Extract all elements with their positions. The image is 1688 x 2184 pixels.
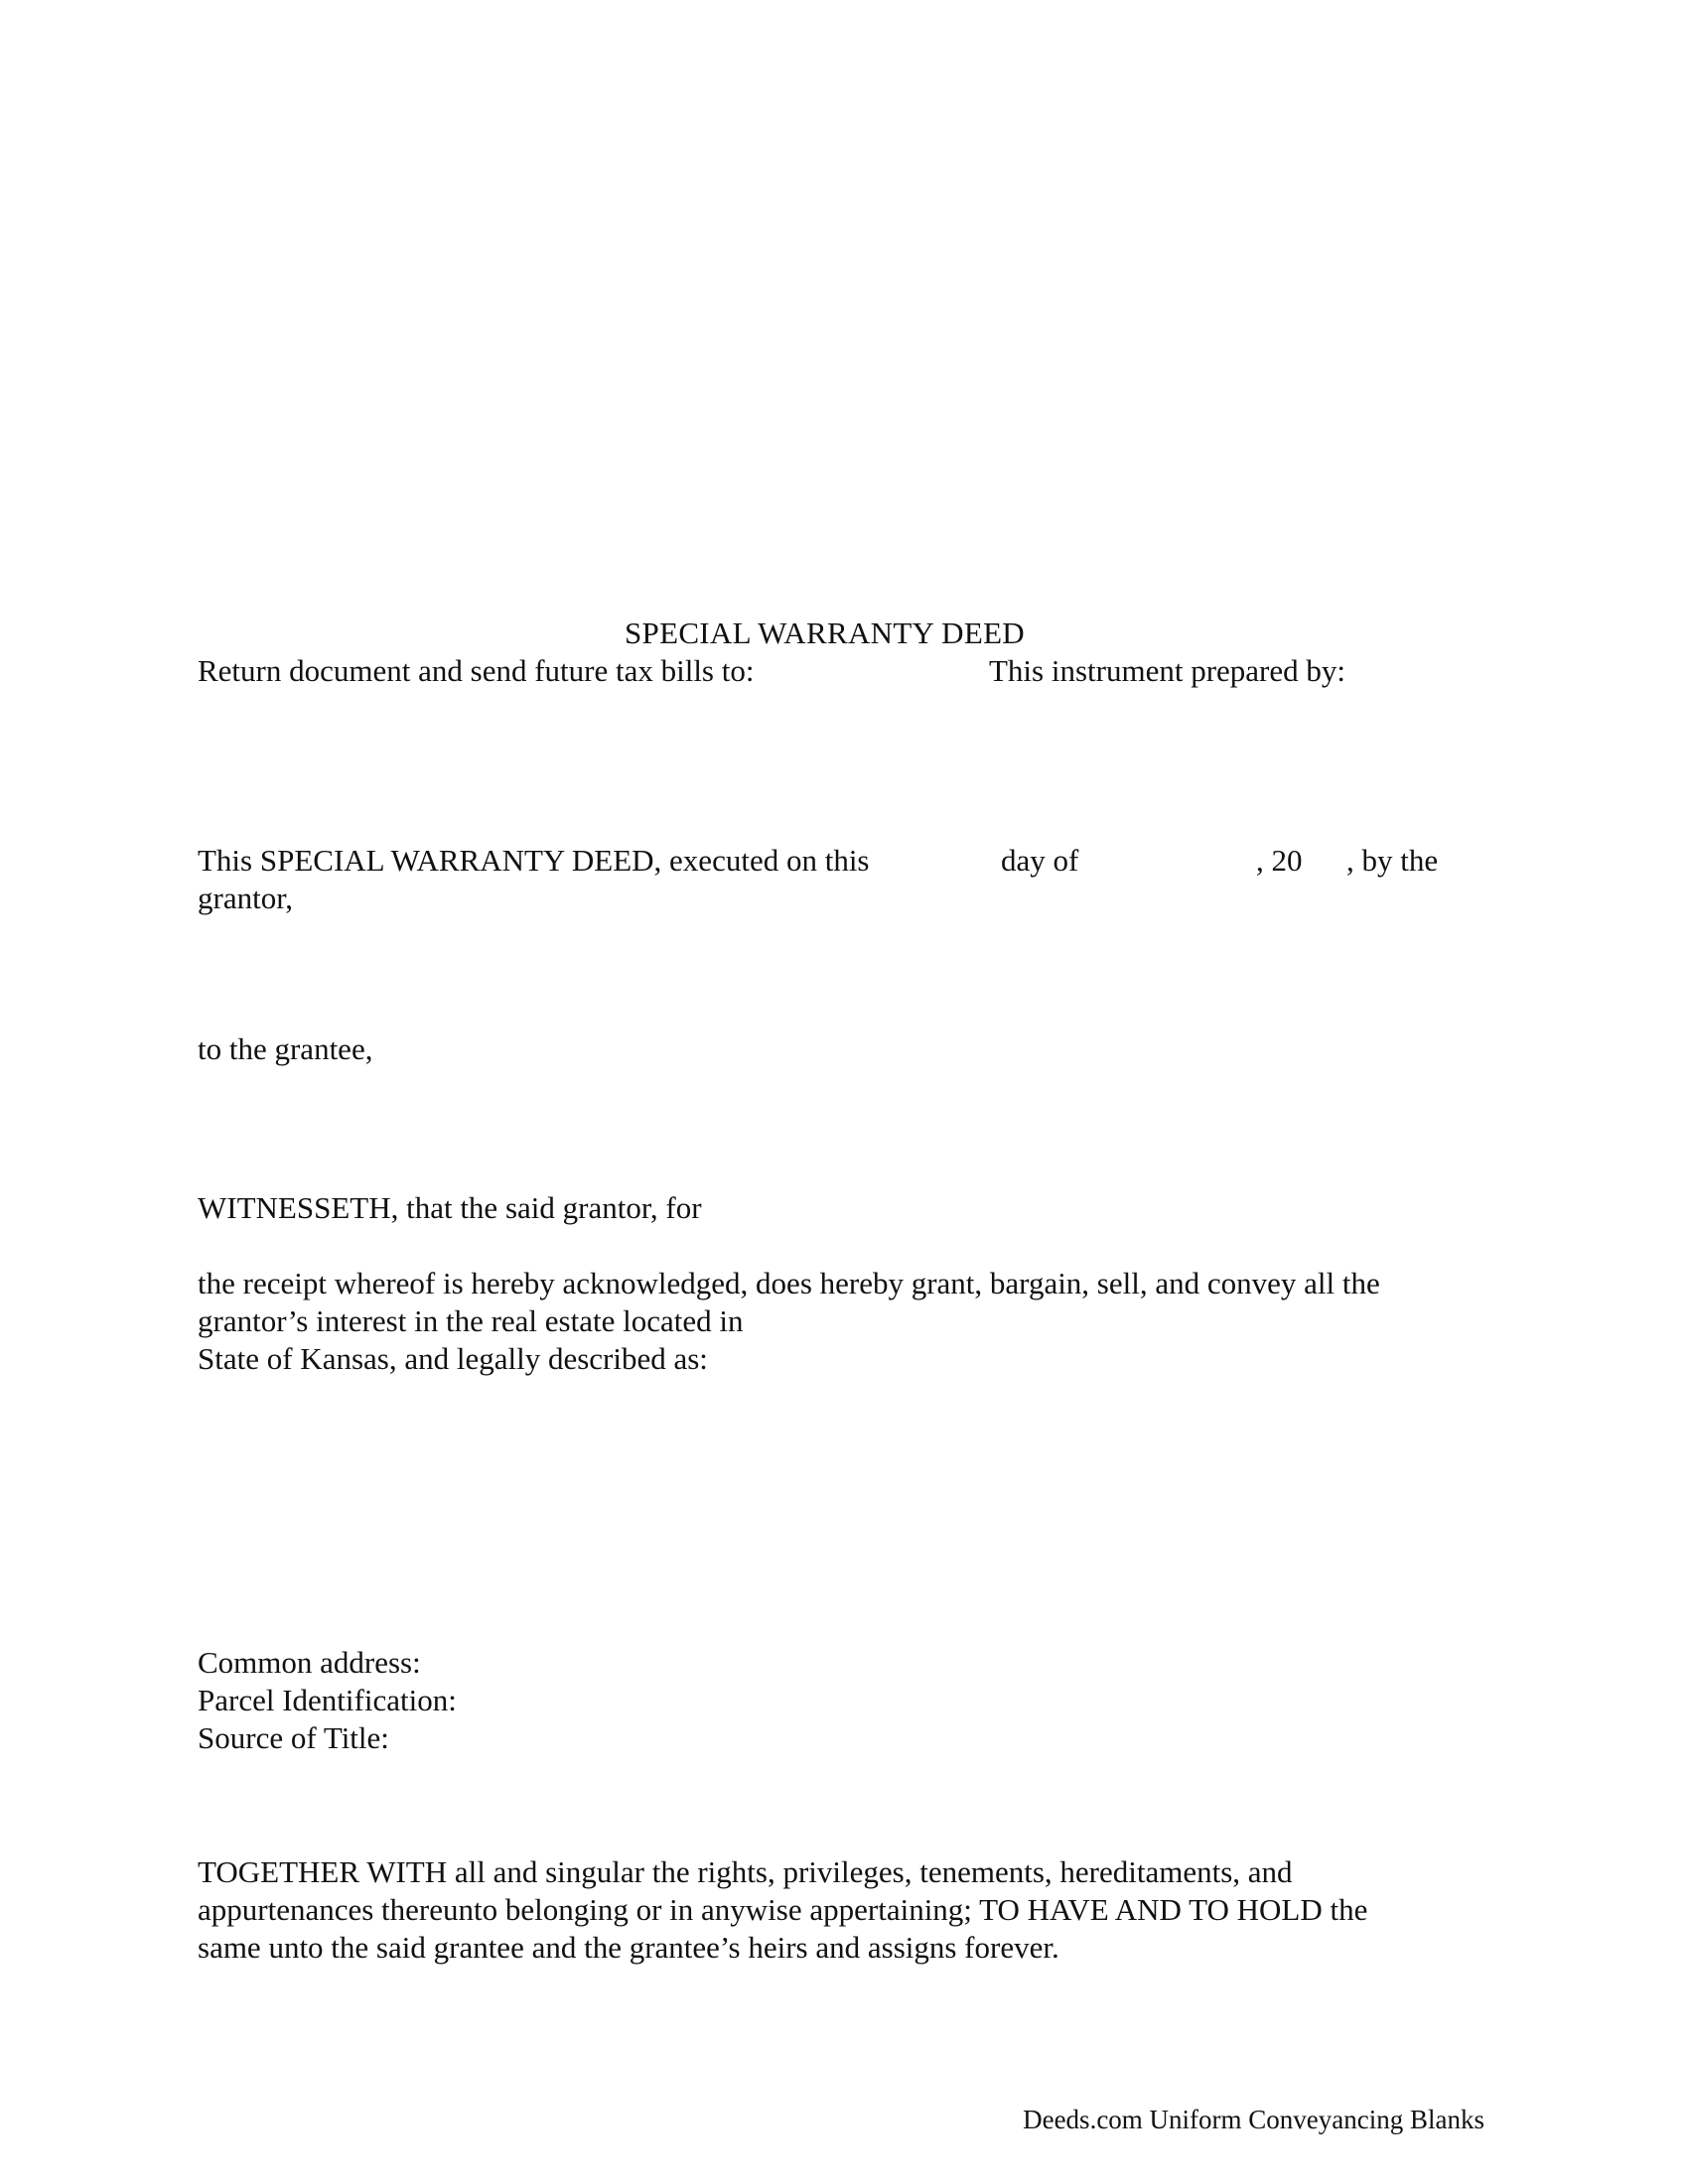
grantee-label: to the grantee, [198, 1031, 373, 1066]
habendum-line: appurtenances thereunto belonging or in anywise appertaining; TO HAVE AND TO HOLD the [198, 1892, 1368, 1927]
document-title: SPECIAL WARRANTY DEED [625, 615, 1025, 650]
parcel-identification-label: Parcel Identification: [198, 1683, 457, 1717]
return-address-label: Return document and send future tax bills to: [198, 653, 755, 688]
conveyance-clause [198, 1265, 1380, 1378]
execution-year: , 20 [1256, 843, 1303, 878]
common-address-label: Common address: [198, 1645, 421, 1680]
execution-text: This SPECIAL WARRANTY DEED, executed on this [198, 843, 870, 878]
conveyance-line: the receipt whereof is hereby acknowledged, does hereby grant, bargain, sell, and convey all the [198, 1266, 1380, 1300]
witnesseth-clause: WITNESSETH, that the said grantor, for [198, 1190, 702, 1225]
execution-by-the: , by the [1346, 843, 1439, 878]
page-footer: Deeds.com Uniform Conveyancing Blanks [1023, 2105, 1484, 2134]
source-of-title-label: Source of Title: [198, 1720, 389, 1755]
property-fields [198, 1644, 457, 1757]
prepared-by-label: This instrument prepared by: [989, 653, 1345, 688]
execution-day-of: day of [1001, 843, 1079, 878]
conveyance-line: State of Kansas, and legally described as: [198, 1341, 708, 1376]
habendum-line: same unto the said grantee and the grantee’s heirs and assigns forever. [198, 1930, 1059, 1965]
grantor-label: grantor, [198, 881, 294, 915]
habendum-line: TOGETHER WITH all and singular the rights, privileges, tenements, hereditaments, and [198, 1854, 1293, 1889]
habendum-clause [198, 1853, 1367, 1967]
conveyance-line: grantor’s interest in the real estate located in [198, 1303, 744, 1338]
